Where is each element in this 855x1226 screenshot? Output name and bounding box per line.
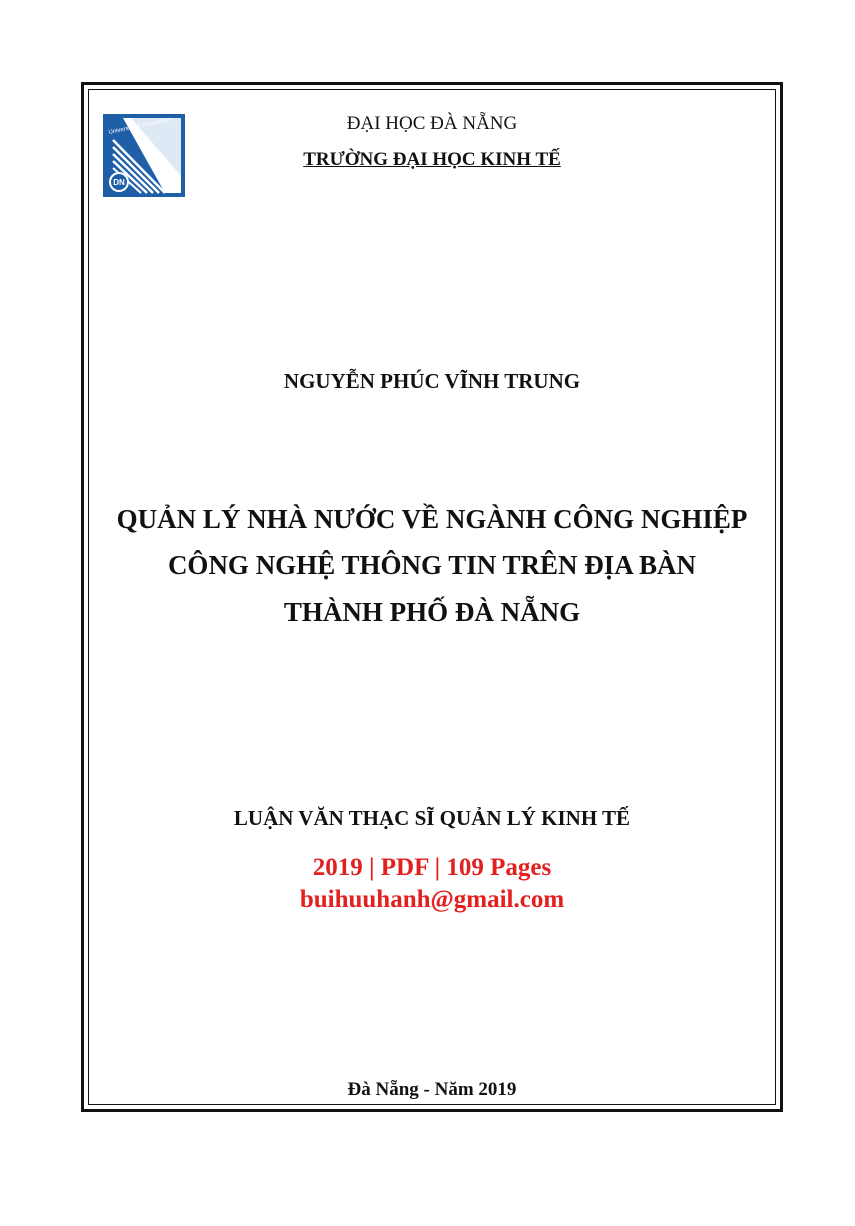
thesis-type: LUẬN VĂN THẠC SĨ QUẢN LÝ KINH TẾ <box>233 806 631 830</box>
school-name: TRƯỜNG ĐẠI HỌC KINH TẾ <box>303 149 561 170</box>
contact-email: buihuuhanh@gmail.com <box>299 886 565 913</box>
author-name: NGUYỄN PHÚC VĨNH TRUNG <box>283 369 581 393</box>
document-meta: 2019 | PDF | 109 Pages <box>312 854 552 881</box>
logo-monogram: DN <box>113 178 125 187</box>
logo-text: University of Economics <box>108 116 173 136</box>
place-and-year: Đà Nẵng - Năm 2019 <box>347 1079 517 1100</box>
university-name: ĐẠI HỌC ĐÀ NẴNG <box>346 113 518 134</box>
thesis-title-line: QUẢN LÝ NHÀ NƯỚC VỀ NGÀNH CÔNG NGHIỆP <box>116 504 748 534</box>
thesis-title-line: CÔNG NGHỆ THÔNG TIN TRÊN ĐỊA BÀN <box>167 550 697 580</box>
thesis-title-line: THÀNH PHỐ ĐÀ NẴNG <box>283 597 581 627</box>
